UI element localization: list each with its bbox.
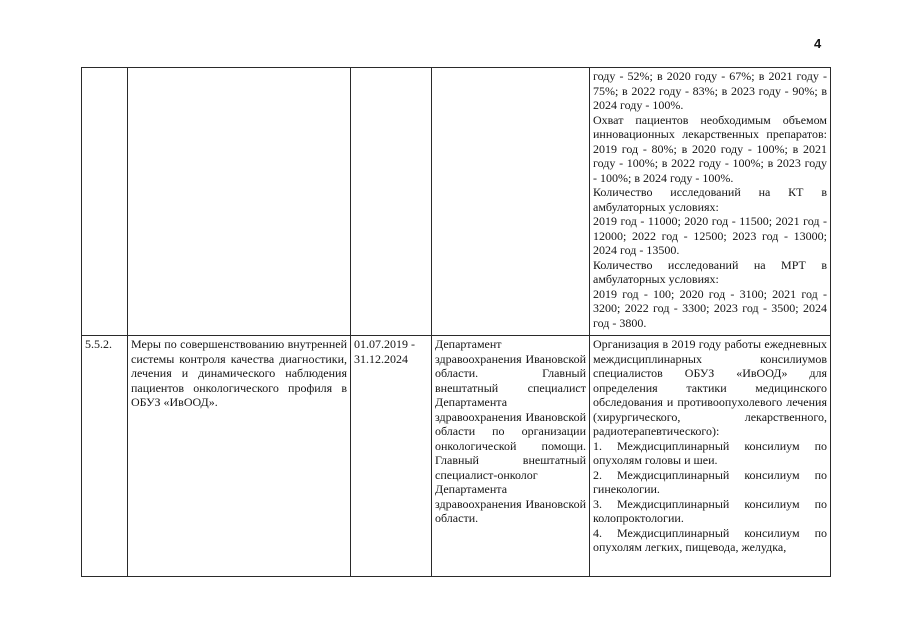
dates-cell: 01.07.2019 - 31.12.2024 [351, 336, 432, 577]
result-paragraph: 2019 год - 100; 2020 год - 3100; 2021 год - 3200; 2022 год - 3300; 2023 год - 3500; 2024 год - 3800. [593, 286, 827, 330]
result-paragraph: 2. Междисциплинарный консилиум по гинекологии. [593, 467, 827, 496]
result-cell [590, 68, 831, 336]
row-number-cell [82, 68, 128, 336]
result-paragraph: Количество исследований на КТ в амбулаторных условиях: [593, 185, 827, 214]
dates-cell [351, 68, 432, 336]
table-row [82, 68, 831, 336]
result-paragraph: 1. Междисциплинарный консилиум по опухолям головы и шеи. [593, 438, 827, 467]
result-cell [590, 336, 831, 577]
page-number: 4 [814, 36, 822, 51]
executor-cell [432, 68, 590, 336]
row-number-cell: 5.5.2. [82, 336, 128, 577]
result-paragraph: 2019 год - 11000; 2020 год - 11500; 2021 год - 12000; 2022 год - 12500; 2023 год - 13000; 2024 год - 13500. [593, 214, 827, 257]
result-paragraph: 4. Междисциплинарный консилиум по опухолям легких, пищевода, желудка, [593, 525, 827, 554]
result-paragraph: Охват пациентов необходимым объемом инновационных лекарственных препаратов: 2019 год - 80%; в 2020 году - 100%; в 2021 году - 100%; в 2022 году - 100%; в 2023 году - 100%; в 2024 году - 100%. [593, 112, 827, 185]
result-paragraph: Количество исследований на МРТ в амбулаторных условиях: [593, 257, 827, 286]
result-paragraph: Организация в 2019 году работы ежедневных междисциплинарных консилиумов специалистов ОБУЗ «ИвООД» для определения тактики медицинского обследования и противоопухолевого лечения (хирургического, лекарственного, радиотерапевтического): [593, 337, 827, 438]
measure-cell: Меры по совершенствованию внутренней системы контроля качества диагностики, лечения и динамического наблюдения пациентов онкологического профиля в ОБУЗ «ИвООД». [128, 336, 351, 577]
measure-cell [128, 68, 351, 336]
table-row [82, 336, 831, 577]
plan-table [81, 67, 831, 577]
executor-cell: Департамент здравоохранения Ивановской области. Главный внештатный специалист Департамента здравоохранения Ивановской области по организации онкологической помощи. Главный внештатный специалист-онколог Департамента здравоохранения Ивановской области. [432, 336, 590, 577]
result-paragraph: 3. Междисциплинарный консилиум по колопроктологии. [593, 496, 827, 525]
result-paragraph: году - 52%; в 2020 году - 67%; в 2021 году - 75%; в 2022 году - 83%; в 2023 году - 90%; в 2024 году - 100%. [593, 69, 827, 112]
